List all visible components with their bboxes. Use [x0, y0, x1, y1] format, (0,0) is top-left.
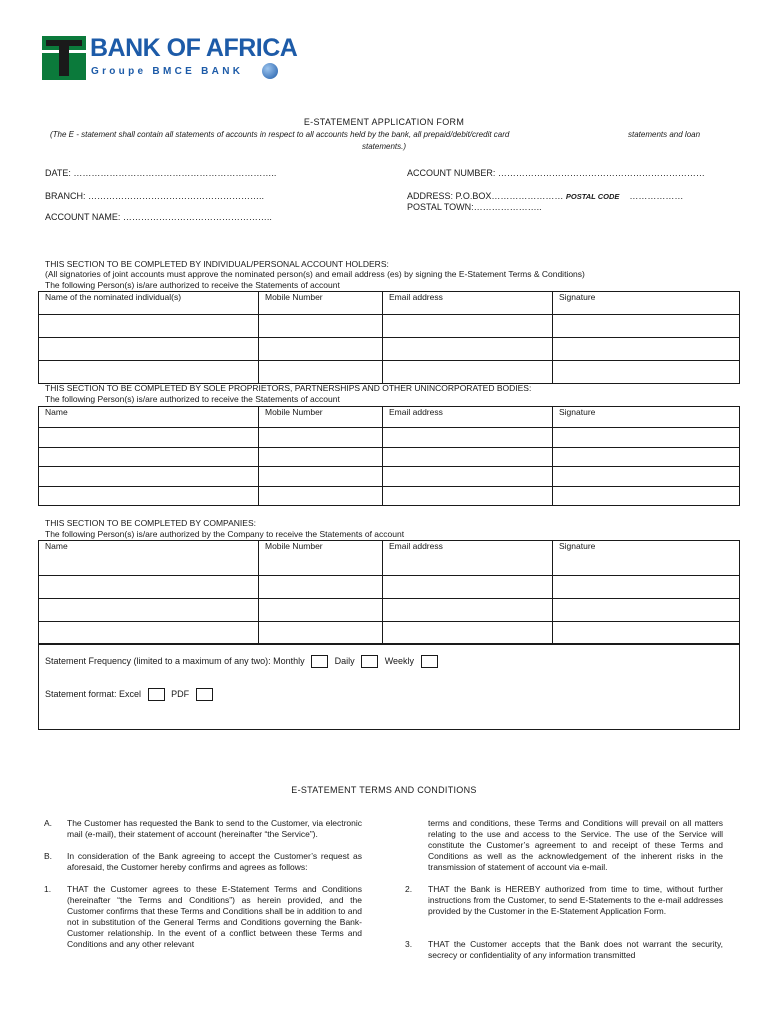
terms-item-number — [405, 818, 428, 873]
table-row[interactable] — [39, 576, 740, 599]
mobile-cell[interactable] — [259, 315, 383, 338]
table-header-row — [39, 541, 740, 576]
email-cell[interactable] — [383, 428, 553, 448]
table-header-row — [39, 292, 740, 315]
monthly-checkbox[interactable] — [311, 655, 328, 668]
postal-code-dots: ……………… — [629, 191, 684, 201]
email-cell[interactable] — [383, 467, 553, 487]
table-row[interactable] — [39, 467, 740, 487]
form-subtitle-end: statements.) — [361, 142, 406, 151]
daily-checkbox[interactable] — [361, 655, 378, 668]
mobile-cell[interactable] — [259, 338, 383, 361]
col-header-signature: Signature — [553, 407, 740, 428]
signature-cell[interactable] — [553, 599, 740, 622]
terms-item-text: THAT the Customer accepts that the Bank does not warrant the security, secrecy or confidentiality of any information transmitted — [428, 939, 723, 960]
terms-item — [44, 884, 362, 950]
table-row[interactable] — [39, 338, 740, 361]
terms-item — [44, 818, 362, 840]
terms-item-text: terms and conditions, these Terms and Conditions will prevail on all matters relating to the use and access to the Service. The use of the Service will constitute the Customer’s agreement to and receipt of these Terms and Conditions as well as the acknowledgement of the inherent risks in the transmission of statement of account via e-mail. — [428, 818, 723, 872]
col-header-mobile: Mobile Number — [259, 407, 383, 428]
form-subtitle: (The E - statement shall contain all statements of accounts in respect to all accounts held by the bank, all prepaid/debit/credit card — [50, 130, 510, 139]
address-field[interactable] — [407, 191, 683, 201]
email-cell[interactable] — [383, 338, 553, 361]
table-row[interactable] — [39, 487, 740, 506]
mobile-cell[interactable] — [259, 467, 383, 487]
weekly-label: Weekly — [384, 655, 415, 666]
address-label: ADDRESS: P.O.BOX…………………… — [407, 191, 564, 201]
table-row[interactable] — [39, 622, 740, 645]
mobile-cell[interactable] — [259, 599, 383, 622]
terms-right-column — [405, 818, 723, 961]
email-cell[interactable] — [383, 361, 553, 384]
postal-town-field[interactable]: POSTAL TOWN:………………….. — [407, 202, 542, 212]
name-cell[interactable] — [39, 487, 259, 506]
section2-heading: THIS SECTION TO BE COMPLETED BY SOLE PROPRIETORS, PARTNERSHIPS AND OTHER UNINCORPORATED BODIES: — [45, 383, 532, 393]
terms-item-number: 1. — [44, 884, 52, 894]
section1-heading: THIS SECTION TO BE COMPLETED BY INDIVIDUAL/PERSONAL ACCOUNT HOLDERS: — [45, 259, 389, 269]
table-row[interactable] — [39, 315, 740, 338]
mobile-cell[interactable] — [259, 448, 383, 467]
excel-checkbox[interactable] — [148, 688, 165, 701]
col-header-name: Name — [39, 407, 259, 428]
name-cell[interactable] — [39, 428, 259, 448]
section3-authorized: The following Person(s) is/are authorized by the Company to receive the Statements of account — [45, 529, 405, 539]
terms-item-text: In consideration of the Bank agreeing to accept the Customer’s request as aforesaid, the Customer hereby confirms and agrees as follows: — [67, 851, 362, 872]
bank-logo-icon — [42, 36, 86, 80]
form-subtitle-cont: statements and loan — [628, 130, 701, 139]
terms-left-column — [44, 818, 362, 950]
account-name-field[interactable]: ACCOUNT NAME: ………………………………………….. — [45, 212, 272, 222]
table-row[interactable] — [39, 448, 740, 467]
terms-item-text: THAT the Customer agrees to these E-Statement Terms and Conditions (hereinafter “the Terms and Conditions”) as herein provided, and the Customer confirms that these Terms and Conditions shall be in addition to and not in substitution of the General Terms and Conditions governing the Bank-Customer relationship. In the event of a conflict between these Terms and Conditions and any other relevant — [67, 884, 362, 949]
name-cell[interactable] — [39, 599, 259, 622]
terms-item-text: THAT the Bank is HEREBY authorized from time to time, without further instructions from the Customer, to send E-Statements to the e-mail addresses provided by the Customer in the E-Statement Application Form. — [428, 884, 723, 916]
name-cell[interactable] — [39, 338, 259, 361]
signature-cell[interactable] — [553, 576, 740, 599]
weekly-checkbox[interactable] — [421, 655, 438, 668]
terms-item-number: A. — [44, 818, 53, 828]
terms-item-text: The Customer has requested the Bank to send to the Customer, via electronic mail (e-mail), their statement of account (hereinafter “the Service”). — [67, 818, 362, 839]
table-row[interactable] — [39, 599, 740, 622]
email-cell[interactable] — [383, 448, 553, 467]
email-cell[interactable] — [383, 622, 553, 645]
bank-name: BANK OF AFRICA — [90, 34, 298, 62]
col-header-email: Email address — [383, 407, 553, 428]
date-field[interactable]: DATE: ………………………………………………………….. — [45, 168, 277, 178]
col-header-email: Email address — [383, 541, 553, 576]
terms-title: E-STATEMENT TERMS AND CONDITIONS — [291, 785, 477, 795]
terms-item-number: 3. — [405, 939, 413, 949]
name-cell[interactable] — [39, 622, 259, 645]
pdf-checkbox[interactable] — [196, 688, 213, 701]
section1-authorized: The following Person(s) is/are authorized to receive the Statements of account — [45, 280, 340, 290]
signature-cell[interactable] — [553, 467, 740, 487]
col-header-signature: Signature — [553, 541, 740, 576]
signature-cell[interactable] — [553, 428, 740, 448]
signature-cell[interactable] — [553, 487, 740, 506]
form-title: E-STATEMENT APPLICATION FORM — [303, 117, 465, 127]
terms-item — [44, 851, 362, 873]
mobile-cell[interactable] — [259, 576, 383, 599]
name-cell[interactable] — [39, 448, 259, 467]
col-header-name: Name of the nominated individual(s) — [39, 292, 259, 315]
frequency-label: Statement Frequency (limited to a maximum of any two): Monthly — [45, 655, 305, 666]
email-cell[interactable] — [383, 576, 553, 599]
signature-cell[interactable] — [553, 338, 740, 361]
name-cell[interactable] — [39, 315, 259, 338]
format-row — [45, 688, 217, 701]
postal-code-label: POSTAL CODE — [565, 192, 620, 201]
terms-item-number: 2. — [405, 884, 413, 894]
section2-table — [38, 406, 740, 506]
name-cell[interactable] — [39, 361, 259, 384]
bank-group: Groupe BMCE BANK — [91, 66, 244, 77]
col-header-mobile: Mobile Number — [259, 292, 383, 315]
signature-cell[interactable] — [553, 448, 740, 467]
table-header-row — [39, 407, 740, 428]
account-number-field[interactable]: ACCOUNT NUMBER: …………………………………………………………… — [407, 168, 705, 178]
signature-cell[interactable] — [553, 315, 740, 338]
signature-cell[interactable] — [553, 622, 740, 645]
globe-icon — [262, 63, 278, 79]
frequency-row — [45, 655, 442, 668]
mobile-cell[interactable] — [259, 487, 383, 506]
section1-note: (All signatories of joint accounts must approve the nominated person(s) and email address (es) by signing the E-Statement Terms & Conditions) — [45, 269, 585, 279]
col-header-signature: Signature — [553, 292, 740, 315]
pdf-label: PDF — [171, 688, 190, 699]
branch-field[interactable]: BRANCH: ………………………………………………….. — [45, 191, 265, 201]
col-header-name: Name — [39, 541, 259, 576]
format-label: Statement format: Excel — [45, 688, 142, 699]
email-cell[interactable] — [383, 487, 553, 506]
name-cell[interactable] — [39, 467, 259, 487]
section3-table — [38, 540, 740, 645]
col-header-email: Email address — [383, 292, 553, 315]
mobile-cell[interactable] — [259, 622, 383, 645]
email-cell[interactable] — [383, 315, 553, 338]
email-cell[interactable] — [383, 599, 553, 622]
col-header-mobile: Mobile Number — [259, 541, 383, 576]
section3-heading: THIS SECTION TO BE COMPLETED BY COMPANIES: — [45, 518, 256, 528]
section1-table — [38, 291, 740, 384]
terms-item — [405, 818, 723, 873]
terms-item — [405, 884, 723, 917]
name-cell[interactable] — [39, 576, 259, 599]
table-row[interactable] — [39, 361, 740, 384]
terms-item-number: B. — [44, 851, 53, 861]
terms-item — [405, 939, 723, 961]
section2-authorized: The following Person(s) is/are authorized to receive the Statements of account — [45, 394, 340, 404]
table-row[interactable] — [39, 428, 740, 448]
mobile-cell[interactable] — [259, 361, 383, 384]
signature-cell[interactable] — [553, 361, 740, 384]
daily-label: Daily — [334, 655, 355, 666]
mobile-cell[interactable] — [259, 428, 383, 448]
